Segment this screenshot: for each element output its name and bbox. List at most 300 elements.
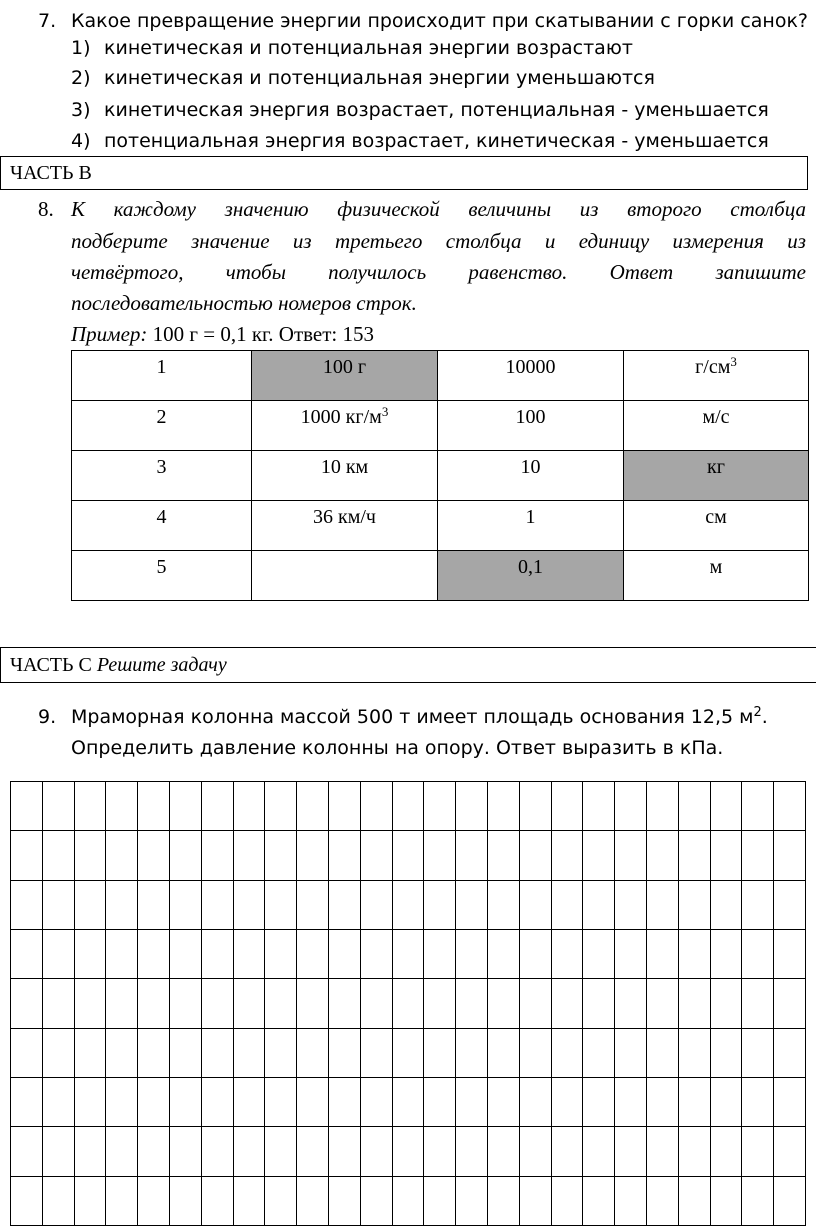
grid-cell: [392, 880, 424, 929]
grid-cell: [615, 1077, 647, 1126]
grid-cell: [42, 929, 74, 978]
grid-cell: [392, 1028, 424, 1077]
grid-row: [11, 979, 806, 1028]
part-b-title: ЧАСТЬ В: [10, 162, 92, 184]
grid-cell: [424, 782, 456, 831]
grid-cell: [42, 782, 74, 831]
grid-cell: [328, 929, 360, 978]
grid-cell: [169, 929, 201, 978]
grid-cell: [74, 1127, 106, 1176]
grid-cell: [742, 929, 774, 978]
grid-cell: [74, 979, 106, 1028]
grid-row: [11, 929, 806, 978]
row-number: 5: [72, 551, 252, 601]
grid-cell: [583, 979, 615, 1028]
grid-cell: [487, 782, 519, 831]
grid-cell: [456, 1028, 488, 1077]
grid-cell: [615, 782, 647, 831]
grid-cell: [519, 1176, 551, 1225]
grid-cell: [138, 929, 170, 978]
grid-cell: [360, 1077, 392, 1126]
grid-cell: [678, 782, 710, 831]
grid-cell: [201, 880, 233, 929]
grid-cell: [328, 782, 360, 831]
grid-cell: [297, 1127, 329, 1176]
grid-cell: [201, 831, 233, 880]
grid-cell: [297, 880, 329, 929]
grid-cell: [106, 929, 138, 978]
grid-cell: [678, 929, 710, 978]
grid-cell: [646, 979, 678, 1028]
value-cell: 1: [438, 501, 624, 551]
grid-cell: [297, 1077, 329, 1126]
grid-cell: [297, 1176, 329, 1225]
grid-cell: [201, 1028, 233, 1077]
part-c-title: ЧАСТЬ С: [10, 654, 92, 676]
table-row: [72, 501, 809, 551]
quantity-cell: [252, 401, 438, 451]
quantity-value: 1000 кг/м: [300, 406, 382, 428]
q9-line-1-end: .: [761, 706, 768, 728]
grid-cell: [742, 880, 774, 929]
unit-value: м/с: [702, 406, 730, 428]
quantity-value: 100 г: [322, 356, 367, 378]
grid-cell: [106, 1176, 138, 1225]
grid-cell: [74, 1077, 106, 1126]
grid-cell: [233, 831, 265, 880]
grid-cell: [742, 782, 774, 831]
grid-cell: [265, 831, 297, 880]
grid-cell: [392, 1077, 424, 1126]
grid-cell: [138, 979, 170, 1028]
grid-cell: [551, 1077, 583, 1126]
q8-example-label: Пример:: [71, 322, 148, 346]
q9-line-2: Определить давление колонны на опору. Ответ выразить в кПа.: [71, 737, 724, 759]
q8-line-3: четвёртого, чтобы получилось равенство. Ответ запишите: [71, 260, 806, 284]
grid-cell: [615, 1127, 647, 1176]
grid-cell: [74, 880, 106, 929]
grid-cell: [456, 1127, 488, 1176]
q7-option-2: кинетическая и потенциальная энергии уменьшаются: [104, 67, 655, 89]
grid-cell: [551, 1176, 583, 1225]
value-cell: 10000: [438, 351, 624, 401]
grid-cell: [774, 929, 806, 978]
grid-cell: [201, 1127, 233, 1176]
grid-cell: [201, 979, 233, 1028]
row-number: 2: [72, 401, 252, 451]
value-cell: 10: [438, 451, 624, 501]
grid-cell: [774, 1127, 806, 1176]
grid-cell: [297, 979, 329, 1028]
grid-cell: [74, 929, 106, 978]
grid-cell: [710, 1176, 742, 1225]
grid-cell: [646, 1176, 678, 1225]
grid-cell: [360, 831, 392, 880]
grid-cell: [42, 831, 74, 880]
grid-cell: [774, 1077, 806, 1126]
grid-cell: [201, 782, 233, 831]
grid-cell: [201, 929, 233, 978]
grid-cell: [169, 880, 201, 929]
grid-cell: [138, 831, 170, 880]
grid-cell: [360, 782, 392, 831]
grid-cell: [328, 1176, 360, 1225]
grid-cell: [169, 1028, 201, 1077]
quantity-cell: [252, 351, 438, 401]
grid-cell: [11, 1176, 43, 1225]
unit-value: м: [709, 556, 723, 578]
grid-cell: [11, 831, 43, 880]
part-c-subtitle: Решите задачу: [96, 654, 227, 676]
grid-cell: [615, 929, 647, 978]
grid-row: [11, 1028, 806, 1077]
grid-row: [11, 880, 806, 929]
grid-cell: [392, 1176, 424, 1225]
quantity-exponent: 3: [381, 404, 389, 419]
grid-cell: [774, 880, 806, 929]
grid-cell: [233, 929, 265, 978]
grid-cell: [551, 979, 583, 1028]
grid-cell: [233, 1127, 265, 1176]
grid-cell: [265, 979, 297, 1028]
grid-cell: [615, 1028, 647, 1077]
grid-cell: [710, 979, 742, 1028]
grid-cell: [11, 880, 43, 929]
grid-cell: [392, 929, 424, 978]
grid-cell: [42, 979, 74, 1028]
grid-cell: [233, 1077, 265, 1126]
q9-line-1: [71, 702, 768, 732]
answer-grid[interactable]: [10, 781, 806, 1226]
grid-cell: [360, 1028, 392, 1077]
grid-cell: [11, 1077, 43, 1126]
q7-question: Какое превращение энергии происходит при скатывании с горки санок?: [71, 10, 809, 32]
q8-example-text: 100 г = 0,1 кг. Ответ: 153: [152, 322, 375, 346]
quantity-cell: [252, 451, 438, 501]
grid-cell: [646, 1028, 678, 1077]
part-c-header: [0, 647, 816, 683]
grid-cell: [392, 979, 424, 1028]
grid-cell: [710, 831, 742, 880]
grid-cell: [424, 1127, 456, 1176]
grid-cell: [169, 1077, 201, 1126]
grid-cell: [710, 880, 742, 929]
grid-cell: [265, 1176, 297, 1225]
unit-exponent: 3: [730, 354, 737, 369]
grid-cell: [583, 1028, 615, 1077]
grid-cell: [74, 1028, 106, 1077]
table-row: [72, 401, 809, 451]
grid-cell: [169, 782, 201, 831]
grid-cell: [774, 831, 806, 880]
grid-cell: [265, 880, 297, 929]
unit-cell: [624, 451, 809, 501]
grid-cell: [456, 831, 488, 880]
grid-cell: [583, 929, 615, 978]
grid-cell: [710, 929, 742, 978]
grid-cell: [487, 1176, 519, 1225]
q8-line-4: последовательностью номеров строк.: [71, 291, 417, 315]
grid-cell: [233, 782, 265, 831]
grid-cell: [646, 880, 678, 929]
quantity-value: 10 км: [320, 456, 369, 478]
grid-cell: [678, 1077, 710, 1126]
unit-value: г/см: [695, 356, 731, 378]
grid-cell: [519, 1028, 551, 1077]
grid-cell: [646, 831, 678, 880]
table-row: [72, 551, 809, 601]
grid-cell: [583, 1077, 615, 1126]
grid-cell: [678, 1028, 710, 1077]
grid-cell: [456, 1077, 488, 1126]
grid-cell: [774, 1028, 806, 1077]
grid-cell: [106, 782, 138, 831]
table-row: [72, 351, 809, 401]
grid-cell: [233, 979, 265, 1028]
grid-cell: [42, 1127, 74, 1176]
grid-cell: [583, 880, 615, 929]
grid-cell: [328, 1127, 360, 1176]
grid-cell: [297, 831, 329, 880]
unit-value: кг: [707, 456, 725, 478]
grid-row: [11, 1127, 806, 1176]
q9-line-1-text: Мраморная колонна массой 500 т имеет площадь основания 12,5 м: [71, 706, 754, 728]
grid-cell: [360, 1176, 392, 1225]
grid-cell: [519, 979, 551, 1028]
grid-cell: [551, 880, 583, 929]
unit-cell: [624, 351, 809, 401]
grid-cell: [742, 979, 774, 1028]
grid-cell: [392, 782, 424, 831]
q8-number: 8.: [38, 197, 54, 221]
grid-cell: [297, 782, 329, 831]
grid-cell: [138, 1127, 170, 1176]
grid-cell: [519, 831, 551, 880]
grid-cell: [328, 1028, 360, 1077]
grid-cell: [551, 929, 583, 978]
grid-cell: [551, 1028, 583, 1077]
grid-cell: [233, 1028, 265, 1077]
grid-cell: [551, 1127, 583, 1176]
grid-cell: [456, 979, 488, 1028]
grid-cell: [297, 1028, 329, 1077]
q7-option-1: кинетическая и потенциальная энергии возрастают: [104, 37, 633, 59]
grid-cell: [519, 1127, 551, 1176]
grid-cell: [233, 1176, 265, 1225]
quantity-value: 36 км/ч: [313, 506, 376, 528]
grid-cell: [742, 831, 774, 880]
q7-option-2-num: 2): [71, 67, 91, 89]
grid-cell: [424, 1028, 456, 1077]
grid-cell: [456, 1176, 488, 1225]
grid-cell: [710, 1028, 742, 1077]
grid-cell: [265, 1077, 297, 1126]
grid-cell: [328, 979, 360, 1028]
grid-cell: [646, 929, 678, 978]
grid-cell: [615, 831, 647, 880]
grid-cell: [487, 1028, 519, 1077]
grid-cell: [774, 782, 806, 831]
grid-cell: [392, 1127, 424, 1176]
row-number: 1: [72, 351, 252, 401]
unit-value: см: [705, 506, 727, 528]
grid-cell: [265, 929, 297, 978]
grid-cell: [328, 831, 360, 880]
grid-cell: [138, 880, 170, 929]
grid-cell: [583, 831, 615, 880]
grid-cell: [551, 831, 583, 880]
row-number: 4: [72, 501, 252, 551]
grid-cell: [519, 880, 551, 929]
grid-cell: [742, 1077, 774, 1126]
grid-cell: [583, 1176, 615, 1225]
grid-row: [11, 782, 806, 831]
grid-cell: [42, 1028, 74, 1077]
grid-cell: [583, 782, 615, 831]
q9-exponent: 2: [753, 705, 762, 720]
grid-cell: [774, 979, 806, 1028]
unit-cell: [624, 501, 809, 551]
grid-cell: [360, 979, 392, 1028]
grid-cell: [360, 1127, 392, 1176]
quantity-cell: [252, 551, 438, 601]
grid-cell: [106, 831, 138, 880]
grid-cell: [138, 1028, 170, 1077]
grid-cell: [487, 880, 519, 929]
grid-cell: [487, 831, 519, 880]
grid-cell: [774, 1176, 806, 1225]
grid-cell: [424, 979, 456, 1028]
grid-cell: [138, 1176, 170, 1225]
q7-option-4-num: 4): [71, 130, 91, 152]
grid-cell: [11, 782, 43, 831]
grid-cell: [106, 979, 138, 1028]
grid-row: [11, 1077, 806, 1126]
grid-cell: [615, 979, 647, 1028]
grid-cell: [42, 1176, 74, 1225]
grid-cell: [265, 782, 297, 831]
grid-cell: [360, 880, 392, 929]
grid-cell: [424, 1077, 456, 1126]
grid-cell: [42, 1077, 74, 1126]
value-cell: 0,1: [438, 551, 624, 601]
grid-cell: [74, 831, 106, 880]
matching-table: [71, 350, 809, 601]
grid-cell: [11, 1028, 43, 1077]
q7-option-1-num: 1): [71, 37, 91, 59]
grid-cell: [615, 880, 647, 929]
grid-cell: [265, 1028, 297, 1077]
unit-cell: [624, 401, 809, 451]
grid-cell: [519, 929, 551, 978]
grid-cell: [615, 1176, 647, 1225]
grid-cell: [138, 782, 170, 831]
grid-cell: [233, 880, 265, 929]
row-number: 3: [72, 451, 252, 501]
grid-cell: [646, 1077, 678, 1126]
grid-cell: [11, 979, 43, 1028]
q7-number: 7.: [38, 10, 57, 32]
grid-cell: [106, 880, 138, 929]
grid-cell: [106, 1127, 138, 1176]
value-cell: 100: [438, 401, 624, 451]
grid-cell: [646, 1127, 678, 1176]
grid-cell: [138, 1077, 170, 1126]
grid-row: [11, 1176, 806, 1225]
grid-cell: [392, 831, 424, 880]
unit-cell: [624, 551, 809, 601]
grid-cell: [360, 929, 392, 978]
grid-cell: [678, 831, 710, 880]
grid-cell: [487, 1127, 519, 1176]
grid-cell: [106, 1028, 138, 1077]
grid-cell: [328, 880, 360, 929]
grid-cell: [519, 782, 551, 831]
grid-cell: [456, 929, 488, 978]
grid-cell: [710, 1077, 742, 1126]
q8-example: [71, 319, 374, 349]
q7-option-4: потенциальная энергия возрастает, кинетическая - уменьшается: [104, 130, 769, 152]
grid-cell: [424, 880, 456, 929]
grid-cell: [328, 1077, 360, 1126]
grid-cell: [678, 1127, 710, 1176]
grid-cell: [678, 1176, 710, 1225]
grid-cell: [742, 1028, 774, 1077]
q7-option-3: кинетическая энергия возрастает, потенциальная - уменьшается: [104, 99, 769, 121]
quantity-cell: [252, 501, 438, 551]
grid-cell: [169, 831, 201, 880]
grid-cell: [742, 1127, 774, 1176]
grid-cell: [169, 979, 201, 1028]
grid-cell: [74, 1176, 106, 1225]
grid-cell: [424, 831, 456, 880]
grid-cell: [646, 782, 678, 831]
grid-cell: [487, 929, 519, 978]
grid-cell: [678, 880, 710, 929]
grid-cell: [106, 1077, 138, 1126]
grid-cell: [42, 880, 74, 929]
part-b-header: [0, 156, 808, 190]
q8-line-1: К каждому значению физической величины из второго столбца: [71, 197, 806, 221]
grid-cell: [742, 1176, 774, 1225]
grid-cell: [169, 1127, 201, 1176]
grid-cell: [297, 929, 329, 978]
q7-option-3-num: 3): [71, 99, 91, 121]
grid-cell: [710, 1127, 742, 1176]
q8-line-2: подберите значение из третьего столбца и единицу измерения из: [71, 229, 806, 253]
grid-cell: [551, 782, 583, 831]
grid-cell: [583, 1127, 615, 1176]
grid-cell: [456, 880, 488, 929]
grid-cell: [456, 782, 488, 831]
grid-cell: [487, 1077, 519, 1126]
grid-cell: [710, 782, 742, 831]
grid-cell: [201, 1176, 233, 1225]
grid-cell: [424, 929, 456, 978]
grid-cell: [678, 979, 710, 1028]
grid-cell: [74, 782, 106, 831]
grid-cell: [424, 1176, 456, 1225]
q9-number: 9.: [38, 706, 57, 728]
grid-row: [11, 831, 806, 880]
grid-cell: [169, 1176, 201, 1225]
grid-cell: [265, 1127, 297, 1176]
grid-cell: [519, 1077, 551, 1126]
grid-cell: [11, 929, 43, 978]
grid-cell: [487, 979, 519, 1028]
grid-cell: [11, 1127, 43, 1176]
table-row: [72, 451, 809, 501]
